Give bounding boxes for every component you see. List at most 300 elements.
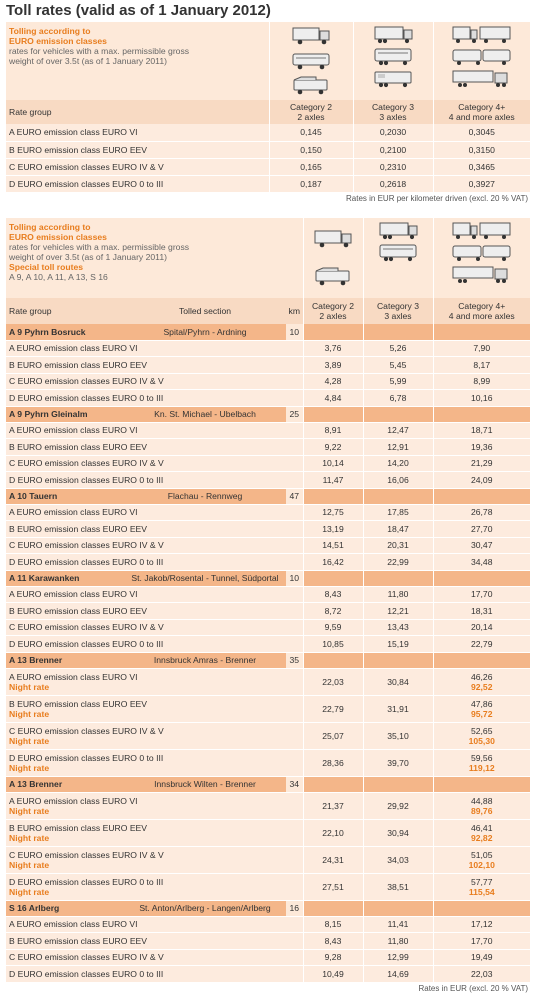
table-row — [6, 124, 530, 141]
intro-heading-3: Special toll routes — [9, 262, 84, 272]
table-row — [6, 373, 530, 390]
rate-group-label — [6, 933, 303, 950]
table-row — [6, 603, 530, 620]
c4-rate: 7,90 — [433, 340, 530, 357]
c3-rate: 13,43 — [363, 619, 433, 636]
table-row — [6, 521, 530, 538]
cat2-vehicle-icons — [270, 22, 353, 100]
c3-rate: 15,19 — [363, 636, 433, 653]
cat2-header: Category 2 2 axles — [303, 298, 363, 324]
table-row — [6, 619, 530, 636]
rate-group-text: B EURO emission class EURO EEV — [9, 523, 148, 534]
rate-group-text: D EURO emission classes EURO 0 to III — [9, 968, 164, 979]
route-km: 34 — [286, 776, 303, 792]
c2-rate: 10,49 — [303, 966, 363, 983]
rate-group-text: C EURO emission classes EURO IV & V — [9, 458, 164, 469]
c3-rate: 14,69 — [363, 966, 433, 983]
c4-rate: 52,65 105,30 — [433, 722, 530, 749]
c3-rate: 0,2618 — [353, 175, 433, 192]
c4-rate: 8,99 — [433, 373, 530, 390]
truck-icon — [291, 25, 331, 47]
c2-rate: 14,51 — [303, 537, 363, 554]
c3-rate: 38,51 — [363, 873, 433, 900]
c4-rate: 21,29 — [433, 455, 530, 472]
tolled-section-header: Tolled section — [124, 298, 286, 324]
truck-trailer-icon — [452, 24, 512, 46]
night-rate-label: Night rate — [9, 681, 50, 692]
truck-3axle-icon — [373, 24, 413, 46]
table-row — [6, 340, 530, 357]
c3-rate: 5,99 — [363, 373, 433, 390]
c3-rate: 29,92 — [363, 792, 433, 819]
c4-rate: 27,70 — [433, 521, 530, 538]
empty-cell — [303, 488, 363, 504]
intro-text-1: rates for vehicles with a max. permissible gross — [9, 242, 190, 252]
c4-night-rate: 92,52 — [470, 681, 493, 692]
route-name: A 10 Tauern — [6, 488, 124, 504]
c2-rate: 10,14 — [303, 455, 363, 472]
coach-icon — [378, 242, 418, 264]
empty-cell — [363, 324, 433, 340]
route-name: A 11 Karawanken — [6, 570, 124, 586]
rate-group-label — [6, 695, 303, 722]
rate-group-label — [6, 873, 303, 900]
empty-cell — [303, 570, 363, 586]
rate-group-text: B EURO emission class EURO EEV — [9, 441, 148, 452]
table-row — [6, 749, 530, 776]
route-section-row — [6, 900, 530, 916]
table-row — [6, 357, 530, 374]
c3-rate: 0,2310 — [353, 158, 433, 175]
route-name: A 9 Pyhrn Bosruck — [6, 324, 124, 340]
rate-group-text: C EURO emission classes EURO IV & V — [9, 725, 164, 736]
km-header: km — [286, 298, 303, 324]
empty-cell — [363, 406, 433, 422]
rate-group-text: B EURO emission class EURO EEV — [9, 359, 148, 370]
table-intro — [6, 218, 303, 298]
empty-cell — [433, 776, 530, 792]
rate-group-text: B EURO emission class EURO EEV — [9, 698, 148, 709]
rate-group-label — [6, 966, 303, 983]
rate-group-label — [6, 916, 303, 933]
rate-group-label — [6, 390, 303, 407]
rate-group-text: A EURO emission class EURO VI — [9, 795, 138, 806]
table-row — [6, 819, 530, 846]
table-row — [6, 949, 530, 966]
c4-rate: 0,3045 — [433, 124, 530, 141]
intro-heading-1: Tolling according to — [9, 26, 91, 36]
c2-rate: 0,187 — [269, 175, 353, 192]
empty-cell — [433, 570, 530, 586]
rate-group-label — [6, 668, 303, 695]
night-rate-label: Night rate — [9, 735, 50, 746]
rate-group-label — [6, 537, 303, 554]
route-section: Kn. St. Michael - Ubelbach — [124, 406, 286, 422]
page-title: Toll rates (valid as of 1 January 2012) — [6, 2, 271, 19]
c2-rate: 0,165 — [269, 158, 353, 175]
coach-icon — [373, 46, 413, 68]
c2-rate: 11,47 — [303, 472, 363, 489]
c4-night-rate: 89,76 — [470, 805, 493, 816]
empty-cell — [303, 406, 363, 422]
table-row — [6, 472, 530, 489]
rate-group-label — [6, 846, 303, 873]
table-row — [6, 141, 530, 158]
route-section-row — [6, 776, 530, 792]
rate-group-text: D EURO emission classes EURO 0 to III — [9, 876, 164, 887]
c3-rate: 35,10 — [363, 722, 433, 749]
rate-group-label — [6, 455, 303, 472]
table-row — [6, 158, 530, 175]
c4-rate: 17,70 — [433, 586, 530, 603]
c2-rate: 8,43 — [303, 933, 363, 950]
empty-cell — [363, 776, 433, 792]
c3-rate: 12,99 — [363, 949, 433, 966]
c4-rate: 17,70 — [433, 933, 530, 950]
table-row — [6, 792, 530, 819]
cat3-header: Category 3 3 axles — [353, 100, 433, 124]
c3-rate: 34,03 — [363, 846, 433, 873]
route-km: 10 — [286, 570, 303, 586]
c2-rate: 8,72 — [303, 603, 363, 620]
night-rate-label: Night rate — [9, 762, 50, 773]
route-section-row — [6, 488, 530, 504]
table-row — [6, 846, 530, 873]
cat2-vehicle-icons — [304, 218, 363, 298]
c2-rate: 4,28 — [303, 373, 363, 390]
articulated-bus-icon — [452, 46, 512, 68]
c3-rate: 17,85 — [363, 504, 433, 521]
c4-rate: 0,3150 — [433, 141, 530, 158]
table-row — [6, 554, 530, 571]
route-section-row — [6, 406, 530, 422]
route-section: Innsbruck Wilten - Brenner — [124, 776, 286, 792]
intro-heading-2: EURO emission classes — [9, 232, 107, 242]
c2-rate: 21,37 — [303, 792, 363, 819]
rate-group-text: A EURO emission class EURO VI — [9, 425, 138, 436]
c2-rate: 12,75 — [303, 504, 363, 521]
rate-group-text: A EURO emission class EURO VI — [9, 507, 138, 518]
rate-group-text: C EURO emission classes EURO IV & V — [9, 849, 164, 860]
c3-rate: 30,84 — [363, 668, 433, 695]
rate-group-text: B EURO emission class EURO EEV — [9, 822, 148, 833]
route-section-row — [6, 652, 530, 668]
motorhome-icon — [291, 75, 331, 97]
c2-rate: 22,03 — [303, 668, 363, 695]
motorhome-large-icon — [373, 68, 413, 90]
rate-group-label: B EURO emission class EURO EEV — [6, 141, 269, 158]
c3-rate: 18,47 — [363, 521, 433, 538]
table-row — [6, 873, 530, 900]
rate-group-text: C EURO emission classes EURO IV & V — [9, 376, 164, 387]
night-rate-label: Night rate — [9, 859, 50, 870]
table-row — [6, 668, 530, 695]
semi-trailer-icon — [452, 264, 512, 286]
rate-group-text: D EURO emission classes EURO 0 to III — [9, 638, 164, 649]
cat3-vehicle-icons — [354, 22, 433, 92]
route-km: 35 — [286, 652, 303, 668]
bus-icon — [291, 50, 331, 72]
truck-trailer-icon — [452, 220, 512, 242]
rate-group-header: Rate group — [6, 100, 269, 124]
c4-rate: 22,79 — [433, 636, 530, 653]
empty-cell — [303, 652, 363, 668]
route-section: St. Anton/Arlberg - Langen/Arlberg — [124, 900, 286, 916]
c4-rate: 57,77 115,54 — [433, 873, 530, 900]
c3-rate: 12,47 — [363, 422, 433, 439]
table-row — [6, 537, 530, 554]
toll-table-special-routes — [6, 218, 530, 996]
c4-night-rate: 95,72 — [470, 708, 493, 719]
rate-group-text: D EURO emission classes EURO 0 to III — [9, 474, 164, 485]
c3-rate: 11,80 — [363, 933, 433, 950]
route-km: 47 — [286, 488, 303, 504]
cat3-vehicle-icons — [364, 218, 433, 266]
route-section: Flachau - Rennweg — [124, 488, 286, 504]
c4-rate: 44,88 89,76 — [433, 792, 530, 819]
c3-rate: 5,26 — [363, 340, 433, 357]
c2-rate: 8,43 — [303, 586, 363, 603]
rate-group-label — [6, 521, 303, 538]
c4-rate: 34,48 — [433, 554, 530, 571]
table-row — [6, 695, 530, 722]
rate-group-text: A EURO emission class EURO VI — [9, 589, 138, 600]
c2-rate: 28,36 — [303, 749, 363, 776]
c3-rate: 22,99 — [363, 554, 433, 571]
c2-rate: 25,07 — [303, 722, 363, 749]
empty-cell — [303, 776, 363, 792]
c4-rate: 24,09 — [433, 472, 530, 489]
c3-rate: 39,70 — [363, 749, 433, 776]
route-section-row — [6, 570, 530, 586]
rate-group-label — [6, 619, 303, 636]
rate-group-text: A EURO emission class EURO VI — [9, 919, 138, 930]
rate-group-label — [6, 554, 303, 571]
cat4-vehicle-icons — [434, 22, 531, 92]
c4-rate: 59,56 119,12 — [433, 749, 530, 776]
route-section: Innsbruck Amras - Brenner — [124, 652, 286, 668]
c2-rate: 0,145 — [269, 124, 353, 141]
c3-rate: 20,31 — [363, 537, 433, 554]
c4-rate: 22,03 — [433, 966, 530, 983]
c2-rate: 9,22 — [303, 439, 363, 456]
c4-rate: 17,12 — [433, 916, 530, 933]
rate-group-text: D EURO emission classes EURO 0 to III — [9, 752, 164, 763]
route-km: 25 — [286, 406, 303, 422]
night-rate-label: Night rate — [9, 886, 50, 897]
rate-group-label — [6, 422, 303, 439]
rate-group-text: D EURO emission classes EURO 0 to III — [9, 392, 164, 403]
empty-cell — [363, 488, 433, 504]
route-km: 16 — [286, 900, 303, 916]
c2-rate: 9,59 — [303, 619, 363, 636]
c3-rate: 30,94 — [363, 819, 433, 846]
intro-text-3: A 9, A 10, A 11, A 13, S 16 — [9, 272, 108, 282]
c4-night-rate: 105,30 — [468, 735, 495, 746]
empty-cell — [303, 324, 363, 340]
c4-rate: 18,71 — [433, 422, 530, 439]
intro-heading-1: Tolling according to — [9, 222, 91, 232]
c3-rate: 14,20 — [363, 455, 433, 472]
table-row — [6, 504, 530, 521]
empty-cell — [363, 900, 433, 916]
c2-rate: 8,91 — [303, 422, 363, 439]
rate-group-label — [6, 819, 303, 846]
intro-text-2: weight of over 3.5t (as of 1 January 2011) — [9, 252, 167, 262]
rates-note: Rates in EUR per kilometer driven (excl. 20 % VAT) — [6, 192, 530, 206]
table-row — [6, 636, 530, 653]
table-row — [6, 586, 530, 603]
table-row — [6, 455, 530, 472]
c3-rate: 0,2100 — [353, 141, 433, 158]
rate-group-label — [6, 373, 303, 390]
c2-rate: 9,28 — [303, 949, 363, 966]
c2-rate: 16,42 — [303, 554, 363, 571]
empty-cell — [433, 324, 530, 340]
c3-rate: 6,78 — [363, 390, 433, 407]
c2-rate: 8,15 — [303, 916, 363, 933]
c4-rate: 46,41 92,82 — [433, 819, 530, 846]
c4-night-rate: 119,12 — [468, 762, 495, 773]
rate-group-text: C EURO emission classes EURO IV & V — [9, 622, 164, 633]
table-row — [6, 439, 530, 456]
c4-rate: 8,17 — [433, 357, 530, 374]
table-intro — [6, 22, 269, 100]
c4-rate: 0,3927 — [433, 175, 530, 192]
c3-rate: 5,45 — [363, 357, 433, 374]
c2-rate: 0,150 — [269, 141, 353, 158]
c4-rate: 19,49 — [433, 949, 530, 966]
empty-cell — [433, 900, 530, 916]
rate-group-label — [6, 357, 303, 374]
c4-rate: 20,14 — [433, 619, 530, 636]
intro-heading-2: EURO emission classes — [9, 36, 107, 46]
rate-group-label — [6, 749, 303, 776]
empty-cell — [433, 488, 530, 504]
intro-text-1: rates for vehicles with a max. permissible gross — [9, 46, 190, 56]
c4-rate: 0,3465 — [433, 158, 530, 175]
c2-rate: 10,85 — [303, 636, 363, 653]
route-name: S 16 Arlberg — [6, 900, 124, 916]
c2-rate: 3,76 — [303, 340, 363, 357]
c2-rate: 24,31 — [303, 846, 363, 873]
cat3-header: Category 3 3 axles — [363, 298, 433, 324]
c3-rate: 11,80 — [363, 586, 433, 603]
rate-group-label — [6, 949, 303, 966]
c2-rate: 3,89 — [303, 357, 363, 374]
c4-night-rate: 102,10 — [468, 859, 495, 870]
rate-group-label — [6, 586, 303, 603]
c3-rate: 0,2030 — [353, 124, 433, 141]
route-km: 10 — [286, 324, 303, 340]
c2-rate: 22,10 — [303, 819, 363, 846]
semi-trailer-icon — [452, 68, 512, 90]
toll-table-general — [6, 22, 530, 206]
night-rate-label: Night rate — [9, 832, 50, 843]
table-row — [6, 422, 530, 439]
c2-rate: 4,84 — [303, 390, 363, 407]
route-name: A 13 Brenner — [6, 776, 124, 792]
rate-group-label — [6, 636, 303, 653]
night-rate-label: Night rate — [9, 805, 50, 816]
empty-cell — [433, 652, 530, 668]
route-section: Spital/Pyhrn - Ardning — [124, 324, 286, 340]
intro-text-2: weight of over 3.5t (as of 1 January 2011) — [9, 56, 167, 66]
c4-rate: 10,16 — [433, 390, 530, 407]
cat4-header: Category 4+ 4 and more axles — [433, 298, 530, 324]
table-row — [6, 933, 530, 950]
c3-rate: 31,91 — [363, 695, 433, 722]
c2-rate: 27,51 — [303, 873, 363, 900]
table-row — [6, 722, 530, 749]
rate-group-text: C EURO emission classes EURO IV & V — [9, 540, 164, 551]
truck-3axle-icon — [378, 220, 418, 242]
rate-group-label: A EURO emission class EURO VI — [6, 124, 269, 141]
c4-rate: 18,31 — [433, 603, 530, 620]
table-row — [6, 175, 530, 192]
c4-rate: 46,26 92,52 — [433, 668, 530, 695]
empty-cell — [433, 406, 530, 422]
rate-group-text: D EURO emission classes EURO 0 to III — [9, 556, 164, 567]
cat4-vehicle-icons — [434, 218, 531, 288]
rate-group-label — [6, 504, 303, 521]
c4-rate: 47,86 95,72 — [433, 695, 530, 722]
route-name: A 13 Brenner — [6, 652, 124, 668]
rate-group-header: Rate group — [6, 298, 124, 324]
rate-group-label — [6, 340, 303, 357]
c4-night-rate: 115,54 — [468, 886, 495, 897]
c4-rate: 19,36 — [433, 439, 530, 456]
articulated-bus-icon — [452, 242, 512, 264]
c3-rate: 12,91 — [363, 439, 433, 456]
rate-group-label — [6, 603, 303, 620]
route-section-row — [6, 324, 530, 340]
truck-icon — [313, 228, 353, 250]
table-row — [6, 390, 530, 407]
rate-group-text: B EURO emission class EURO EEV — [9, 605, 148, 616]
rate-group-label — [6, 472, 303, 489]
table-row — [6, 916, 530, 933]
rate-group-label: C EURO emission classes EURO IV & V — [6, 158, 269, 175]
cat2-header: Category 2 2 axles — [269, 100, 353, 124]
c3-rate: 16,06 — [363, 472, 433, 489]
rate-group-text: B EURO emission class EURO EEV — [9, 935, 148, 946]
rate-group-label — [6, 792, 303, 819]
empty-cell — [363, 570, 433, 586]
c3-rate: 12,21 — [363, 603, 433, 620]
route-section: St. Jakob/Rosental - Tunnel, Südportal — [124, 570, 286, 586]
route-name: A 9 Pyhrn Gleinalm — [6, 406, 124, 422]
rate-group-text: A EURO emission class EURO VI — [9, 343, 138, 354]
c4-rate: 26,78 — [433, 504, 530, 521]
rate-group-label: D EURO emission classes EURO 0 to III — [6, 175, 269, 192]
c4-night-rate: 92,82 — [470, 832, 493, 843]
rate-group-label — [6, 439, 303, 456]
rate-group-text: C EURO emission classes EURO IV & V — [9, 952, 164, 963]
c4-rate: 30,47 — [433, 537, 530, 554]
rate-group-label — [6, 722, 303, 749]
night-rate-label: Night rate — [9, 708, 50, 719]
table-row — [6, 966, 530, 983]
empty-cell — [303, 900, 363, 916]
cat4-header: Category 4+ 4 and more axles — [433, 100, 530, 124]
empty-cell — [363, 652, 433, 668]
c3-rate: 11,41 — [363, 916, 433, 933]
rates-note: Rates in EUR (excl. 20 % VAT) — [6, 982, 530, 996]
motorhome-icon — [313, 266, 353, 288]
c4-rate: 51,05 102,10 — [433, 846, 530, 873]
c2-rate: 13,19 — [303, 521, 363, 538]
